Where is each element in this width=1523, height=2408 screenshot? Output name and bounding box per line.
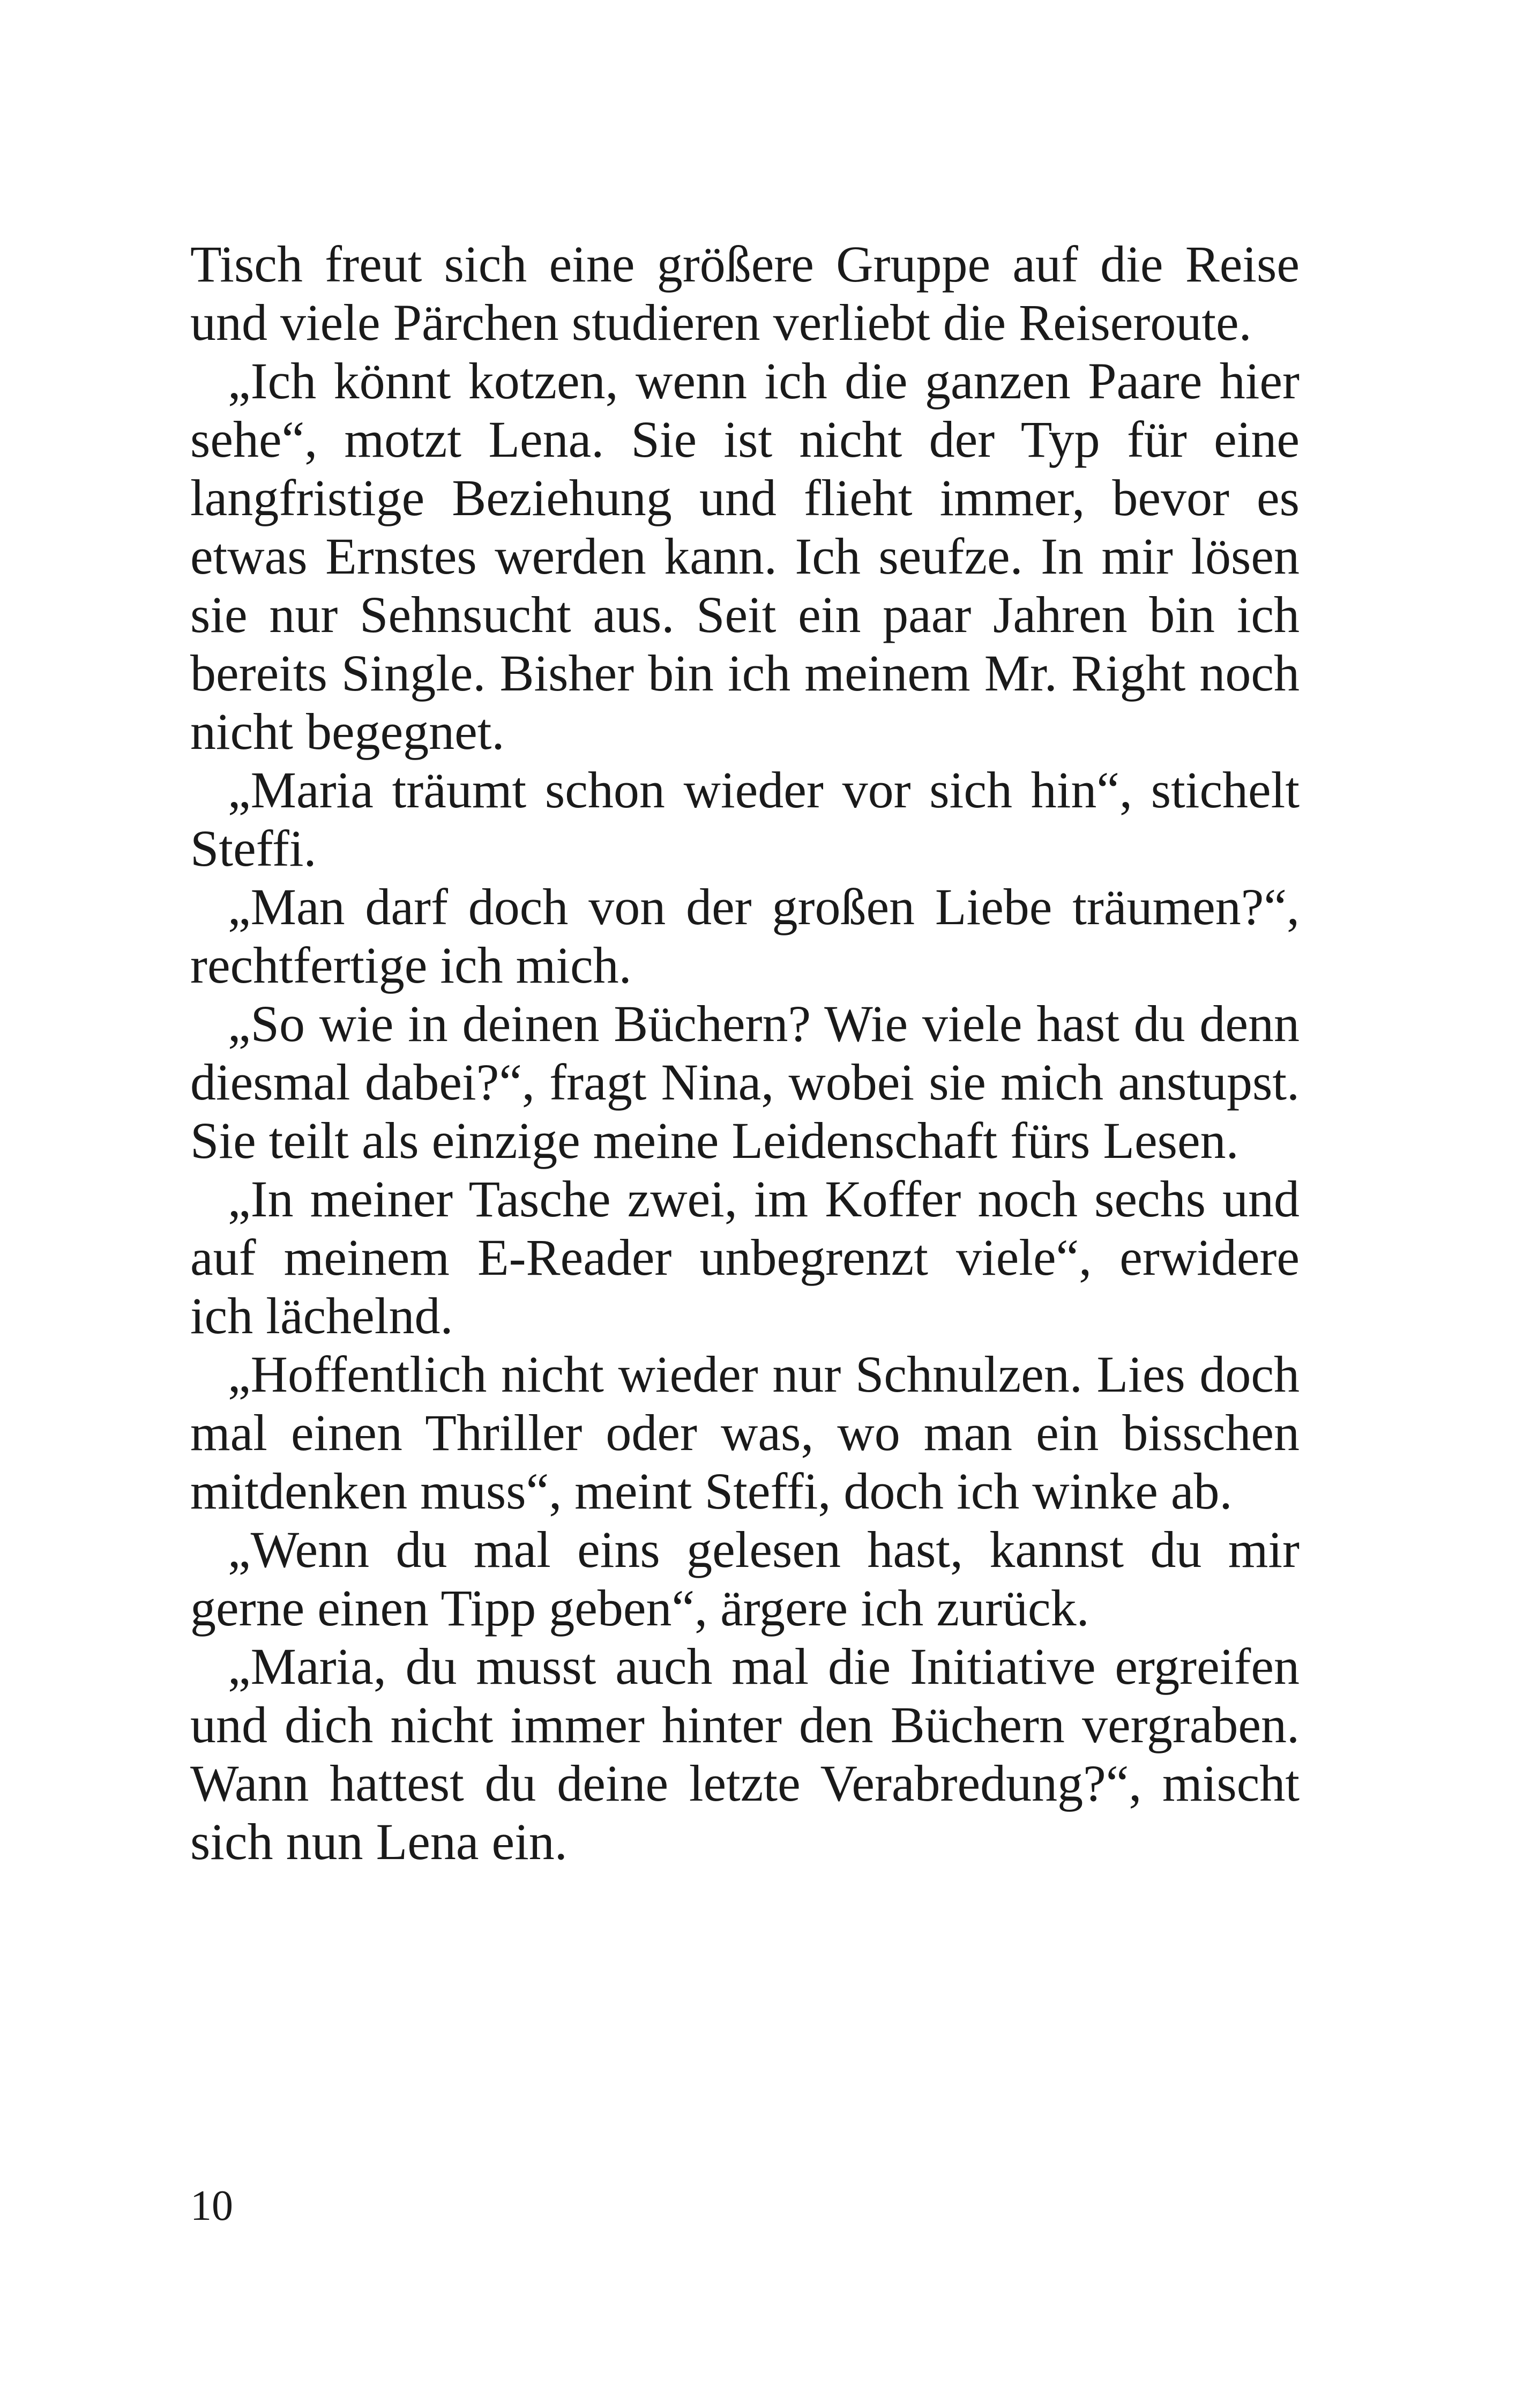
paragraph: „So wie in deinen Büchern? Wie viele hast du denn diesmal dabei?“, fragt Nina, wobei sie mich anstupst. Sie teilt als einzige meine Leidenschaft fürs Lesen. — [190, 995, 1300, 1169]
paragraph-continuation: Tisch freut sich eine größere Gruppe auf die Reise und viele Pärchen studieren verliebt die Reiseroute. — [190, 235, 1300, 351]
body-text — [190, 235, 1300, 1871]
paragraph: „Maria träumt schon wieder vor sich hin“, stichelt Steffi. — [190, 761, 1300, 877]
paragraph: „Wenn du mal eins gelesen hast, kannst du mir gerne einen Tipp geben“, ärgere ich zurück. — [190, 1521, 1300, 1637]
paragraph: „In meiner Tasche zwei, im Koffer noch sechs und auf meinem E-Reader unbegrenzt viele“, erwidere ich lächelnd. — [190, 1170, 1300, 1344]
page-number: 10 — [190, 2182, 233, 2229]
paragraph: „Ich könnt kotzen, wenn ich die ganzen Paare hier sehe“, motzt Lena. Sie ist nicht der Typ für eine langfristige Beziehung und flieht immer, bevor es etwas Ernstes werden kann. Ich seufze. In mir lösen sie nur Sehnsucht aus. Seit ein paar Jahren bin ich bereits Single. Bisher bin ich meinem Mr. Right noch nicht begegnet. — [190, 352, 1300, 760]
paragraph: „Maria, du musst auch mal die Initiative ergreifen und dich nicht immer hinter den Büchern vergraben. Wann hattest du deine letzte Verabredung?“, mischt sich nun Lena ein. — [190, 1638, 1300, 1870]
paragraph: „Man darf doch von der großen Liebe träumen?“, rechtfertige ich mich. — [190, 878, 1300, 994]
paragraph: „Hoffentlich nicht wieder nur Schnulzen. Lies doch mal einen Thriller oder was, wo man ein bisschen mitdenken muss“, meint Steffi, doch ich winke ab. — [190, 1346, 1300, 1520]
